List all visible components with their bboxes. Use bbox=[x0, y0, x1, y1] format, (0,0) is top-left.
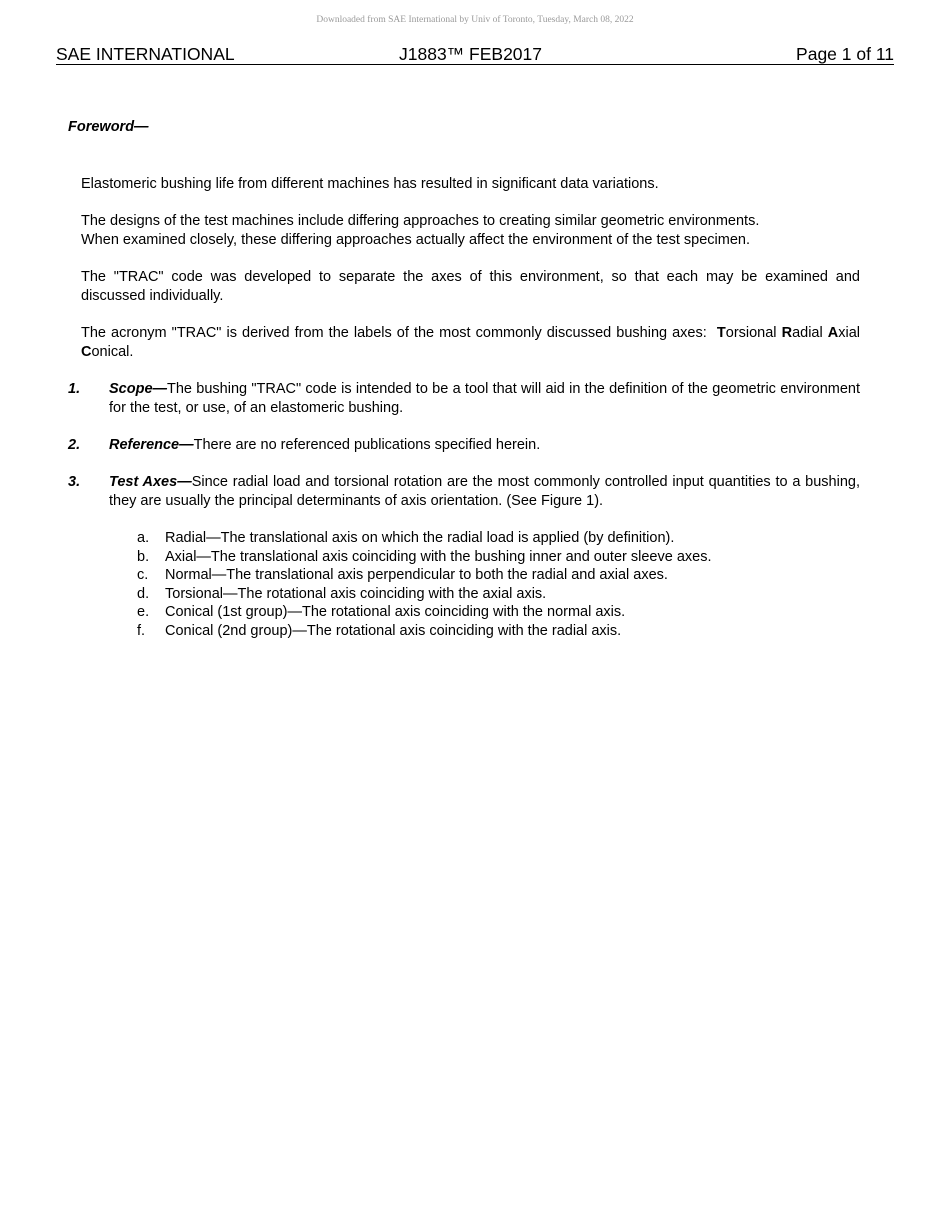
section-number: 1. bbox=[68, 381, 81, 397]
trac-letter-r: R bbox=[781, 325, 793, 341]
list-item-letter: e. bbox=[137, 604, 150, 621]
list-item-text: Torsional—The rotational axis coinciding with the axial axis. bbox=[165, 585, 547, 602]
foreword-paragraph-2-line-1: The designs of the test machines include differing approaches to creating similar geometric environments. bbox=[81, 213, 760, 229]
foreword-paragraph-4 bbox=[81, 324, 860, 361]
section-body bbox=[109, 473, 860, 510]
section-text: The bushing "TRAC" code is intended to be a tool that will aid in the definition of the geometric environment for the test, or use, of an elastomeric bushing. bbox=[109, 381, 860, 416]
download-watermark: Downloaded from SAE International by Univ of Toronto, Tuesday, March 08, 2022 bbox=[316, 15, 634, 25]
section-number: 3. bbox=[68, 474, 81, 490]
page-header bbox=[56, 44, 894, 65]
list-item-text: Axial—The translational axis coinciding with the bushing inner and outer sleeve axes. bbox=[165, 548, 712, 565]
list-item-letter: b. bbox=[137, 548, 150, 565]
list-item-letter: c. bbox=[137, 567, 149, 584]
trac-letter-c: C bbox=[81, 343, 92, 360]
list-item-letter: a. bbox=[137, 530, 150, 546]
foreword-paragraph-3: The "TRAC" code was developed to separate the axes of this environment, so that each may be examined and discussed individually. bbox=[81, 269, 860, 304]
section-number: 2. bbox=[68, 437, 81, 453]
document-id: J1883™ FEB2017 bbox=[399, 44, 543, 64]
list-item-text: Normal—The translational axis perpendicular to both the radial and axial axes. bbox=[165, 567, 668, 584]
section-body bbox=[109, 380, 860, 417]
trac-word-conical: onical. bbox=[91, 343, 134, 360]
trac-letter-t: T bbox=[716, 325, 726, 341]
organization-name: SAE INTERNATIONAL bbox=[56, 44, 235, 64]
foreword-paragraph-2 bbox=[81, 212, 871, 249]
section-text: There are no referenced publications specified herein. bbox=[193, 437, 541, 453]
trac-word-torsional: orsional bbox=[725, 325, 782, 341]
foreword-heading: Foreword— bbox=[68, 119, 149, 135]
trac-word-radial: adial bbox=[792, 325, 828, 341]
section-text: Since radial load and torsional rotation are the most commonly controlled input quantities to a bushing, they are usually the principal determinants of axis orientation. (See Figure 1). bbox=[109, 474, 860, 509]
list-item-text: Conical (2nd group)—The rotational axis coinciding with the radial axis. bbox=[165, 622, 622, 639]
trac-word-axial: xial bbox=[838, 325, 860, 341]
list-item-letter: d. bbox=[137, 585, 150, 602]
trac-letter-a: A bbox=[827, 325, 839, 341]
section-body bbox=[109, 436, 860, 455]
trac-intro: The acronym "TRAC" is derived from the labels of the most commonly discussed bushing axes: bbox=[81, 325, 707, 341]
section-heading: Scope— bbox=[109, 381, 168, 397]
page-number: Page 1 of 11 bbox=[796, 44, 894, 64]
foreword-paragraph-1: Elastomeric bushing life from different machines has resulted in significant data variations. bbox=[81, 176, 659, 192]
section-heading: Reference— bbox=[109, 437, 194, 453]
section-heading: Test Axes— bbox=[109, 474, 192, 490]
list-item-text: Radial—The translational axis on which the radial load is applied (by definition). bbox=[165, 530, 675, 546]
list-item-letter: f. bbox=[137, 622, 146, 639]
list-item-text: Conical (1st group)—The rotational axis coinciding with the normal axis. bbox=[165, 604, 626, 621]
foreword-paragraph-2-line-2: When examined closely, these differing approaches actually affect the environment of the test specimen. bbox=[81, 231, 750, 248]
